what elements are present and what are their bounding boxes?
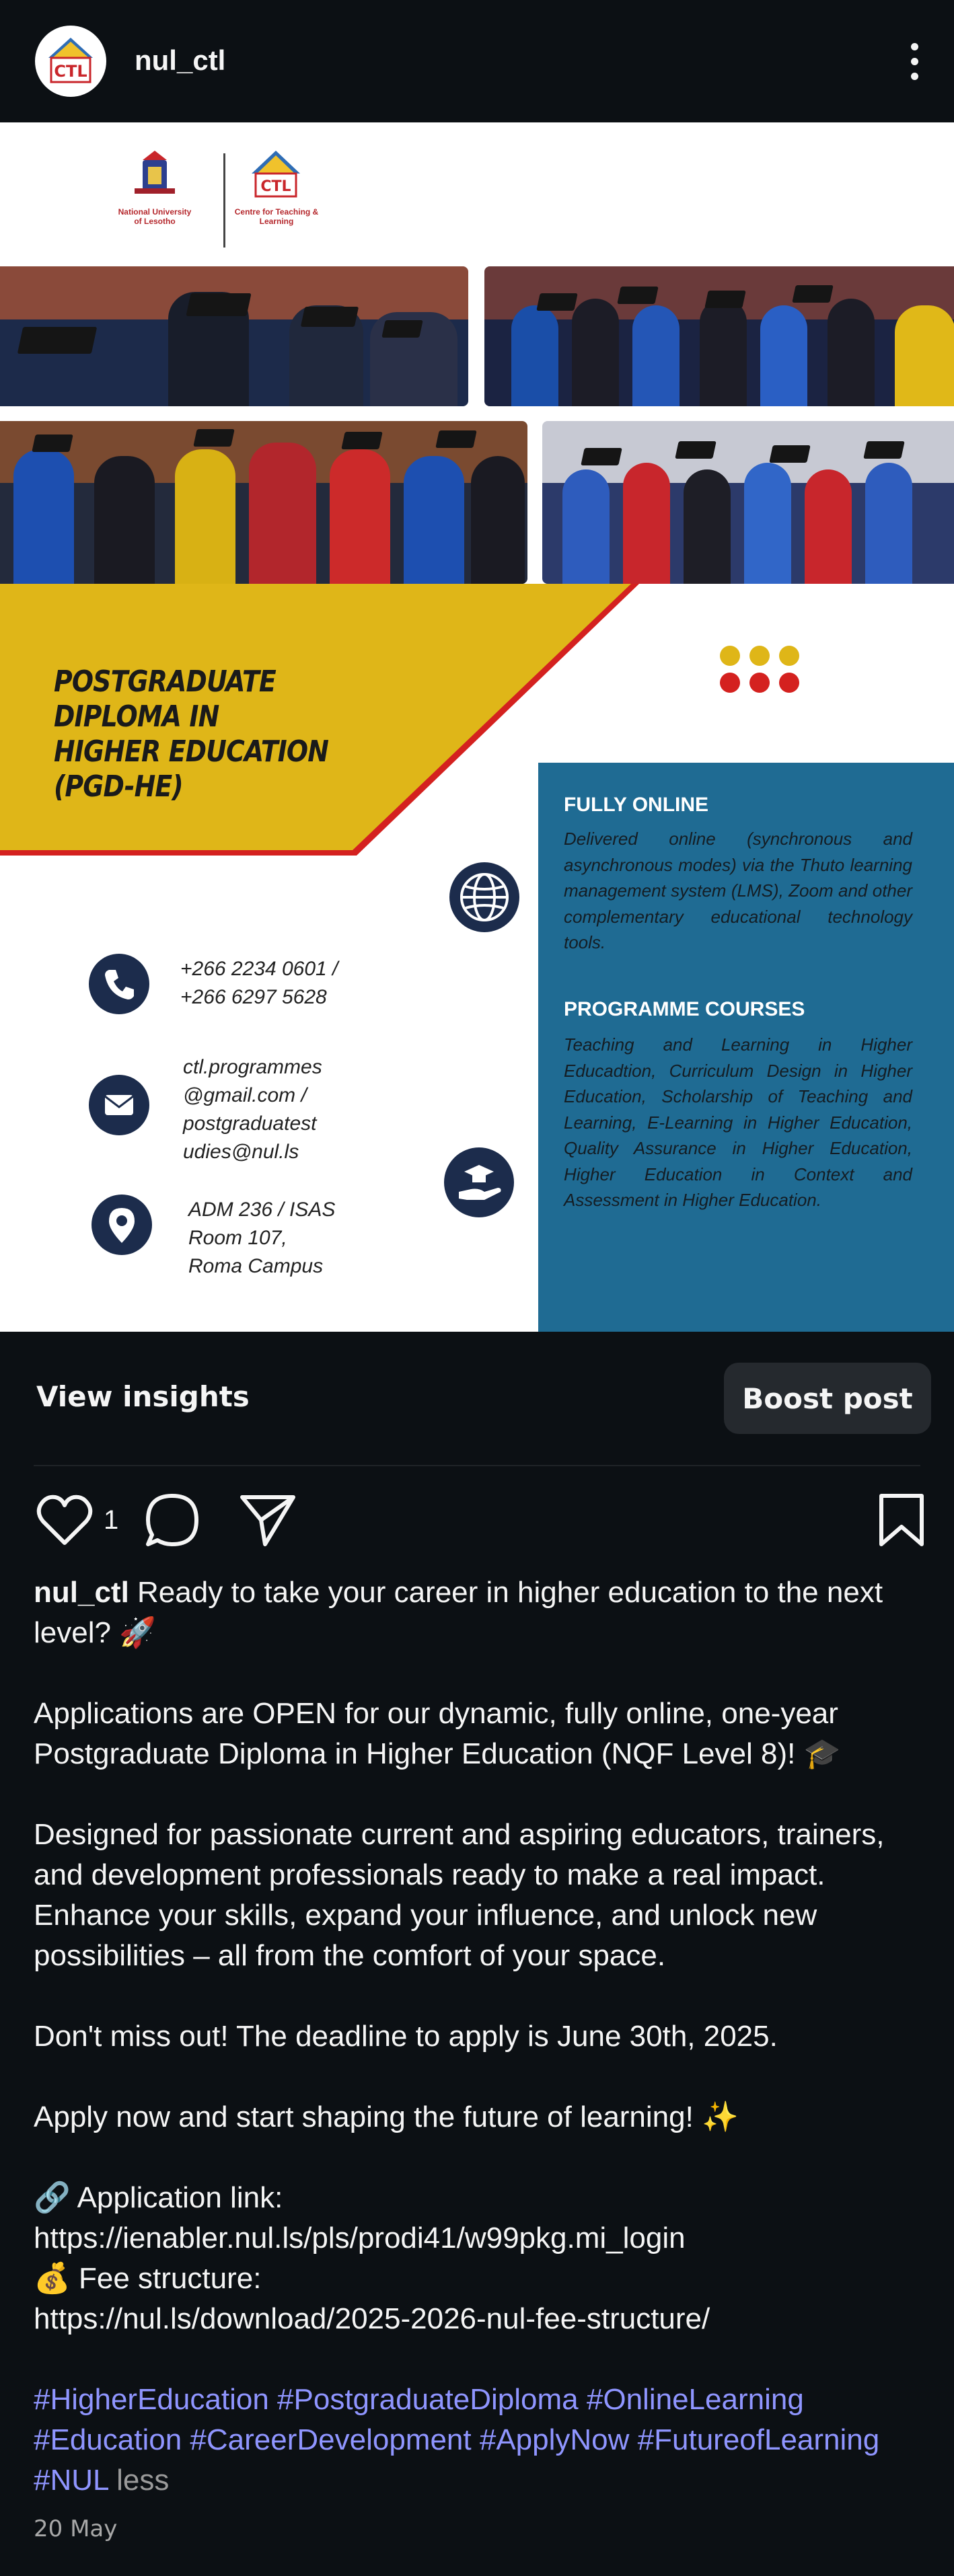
- logo-right-caption: Centre for Teaching & Learning: [234, 207, 319, 226]
- graduation-photo-2: [484, 266, 954, 406]
- hashtag[interactable]: #Education: [34, 2423, 182, 2456]
- caption-paragraph-2: Applications are OPEN for our dynamic, fully online, one-year Postgraduate Diploma in Higher Education (NQF Level 8)! 🎓: [34, 1697, 841, 1770]
- logos: [114, 147, 336, 248]
- phone-line2: +266 6297 5628: [180, 986, 327, 1008]
- view-insights-link[interactable]: View insights: [36, 1380, 250, 1413]
- hashtag[interactable]: #PostgraduateDiploma: [277, 2383, 579, 2416]
- graduation-photo-1: [0, 266, 468, 406]
- ctl-logo-icon: [242, 147, 336, 214]
- fee-structure-label: 💰 Fee structure:: [34, 2262, 262, 2295]
- post-image[interactable]: [0, 122, 954, 1332]
- like-count[interactable]: 1: [104, 1505, 119, 1535]
- phone-numbers: [180, 955, 338, 1012]
- share-send-icon[interactable]: [238, 1492, 297, 1548]
- post-date: 20 May: [34, 2515, 118, 2542]
- hashtag[interactable]: #OnlineLearning: [586, 2383, 804, 2416]
- insights-row: [0, 1332, 954, 1466]
- info-panel: [538, 763, 954, 1332]
- caption-less-toggle[interactable]: less: [116, 2464, 170, 2497]
- fee-structure-url[interactable]: https://nul.ls/download/2025-2026-nul-fee-structure/: [34, 2302, 710, 2335]
- phone-line1: +266 2234 0601 /: [180, 958, 338, 980]
- phone-icon: [89, 954, 149, 1014]
- avatar[interactable]: [35, 26, 106, 97]
- comment-icon[interactable]: [143, 1490, 202, 1550]
- fully-online-heading: FULLY ONLINE: [564, 794, 709, 816]
- logo-left-caption: National University of Lesotho: [118, 207, 192, 226]
- like-heart-icon[interactable]: [34, 1490, 96, 1550]
- graduate-hand-icon: [444, 1147, 514, 1217]
- caption-paragraph-5: Apply now and start shaping the future of learning! ✨: [34, 2100, 739, 2133]
- location-pin-icon: [91, 1195, 152, 1255]
- caption-paragraph-1: Ready to take your career in higher education to the next level? 🚀: [34, 1576, 883, 1649]
- globe-icon: [449, 862, 519, 932]
- application-link-url[interactable]: https://ienabler.nul.ls/pls/prodi41/w99pkg.mi_login: [34, 2222, 686, 2255]
- address-line2: Room 107,: [188, 1227, 287, 1249]
- hashtag[interactable]: #HigherEducation: [34, 2383, 269, 2416]
- save-bookmark-icon[interactable]: [875, 1492, 928, 1548]
- decorative-dots: [720, 646, 807, 699]
- address: [188, 1196, 335, 1281]
- more-options-icon[interactable]: [902, 38, 928, 85]
- nul-crest-icon: [114, 147, 195, 248]
- email-icon: [89, 1075, 149, 1135]
- hashtag[interactable]: #ApplyNow: [479, 2423, 630, 2456]
- address-line3: Roma Campus: [188, 1255, 324, 1277]
- hashtag[interactable]: #NUL: [34, 2464, 108, 2497]
- email-line1: ctl.programmes: [183, 1056, 322, 1078]
- caption-paragraph-4: Don't miss out! The deadline to apply is June 30th, 2025.: [34, 2020, 778, 2053]
- ctl-logo-mark: CTL: [260, 178, 291, 195]
- email-addresses: [183, 1053, 322, 1166]
- hashtag[interactable]: #FutureofLearning: [637, 2423, 880, 2456]
- address-line1: ADM 236 / ISAS: [188, 1199, 336, 1221]
- caption-username[interactable]: nul_ctl: [34, 1576, 129, 1609]
- hashtag[interactable]: #CareerDevelopment: [190, 2423, 472, 2456]
- email-line2: @gmail.com /: [183, 1084, 307, 1106]
- fully-online-text: Delivered online (synchronous and asynchronous modes) via the Thuto learning management system (LMS), Zoom and other complementary educational technology tools.: [564, 829, 912, 952]
- logo-separator: [223, 153, 225, 248]
- programme-courses-text: Teaching and Learning in Higher Educadtion, Curriculum Design in Higher Education, Scholarship of Teaching and Learning, E-Learning in Higher Education, Quality Assurance in Higher Education, Higher Education in Context and Assessment in Higher Education.: [564, 1034, 912, 1210]
- email-line3: postgraduatest: [183, 1112, 317, 1135]
- programme-title: [54, 665, 378, 804]
- email-line4: udies@nul.ls: [183, 1141, 299, 1163]
- caption-paragraph-3: Designed for passionate current and aspiring educators, trainers, and development professionals ready to make a real impact. Enhance your skills, expand your influence, and unlock new possibilities – all from the comfort of your space.: [34, 1818, 885, 1972]
- boost-post-button[interactable]: Boost post: [724, 1363, 931, 1434]
- post-caption: [34, 1573, 928, 2501]
- header-username[interactable]: nul_ctl: [135, 44, 226, 76]
- post-header: [0, 0, 954, 122]
- avatar-logo-text: CTL: [54, 62, 87, 81]
- programme-title-line2: HIGHER EDUCATION (PGD-HE): [54, 734, 329, 804]
- hashtags: [34, 2380, 928, 2501]
- graduation-photo-4: [542, 421, 954, 584]
- graduation-photo-3: [0, 421, 527, 584]
- programme-courses-heading: PROGRAMME COURSES: [564, 998, 805, 1020]
- programme-title-line1: POSTGRADUATE DIPLOMA IN: [54, 665, 276, 734]
- application-link-label: 🔗 Application link:: [34, 2181, 283, 2214]
- divider: [34, 1465, 920, 1466]
